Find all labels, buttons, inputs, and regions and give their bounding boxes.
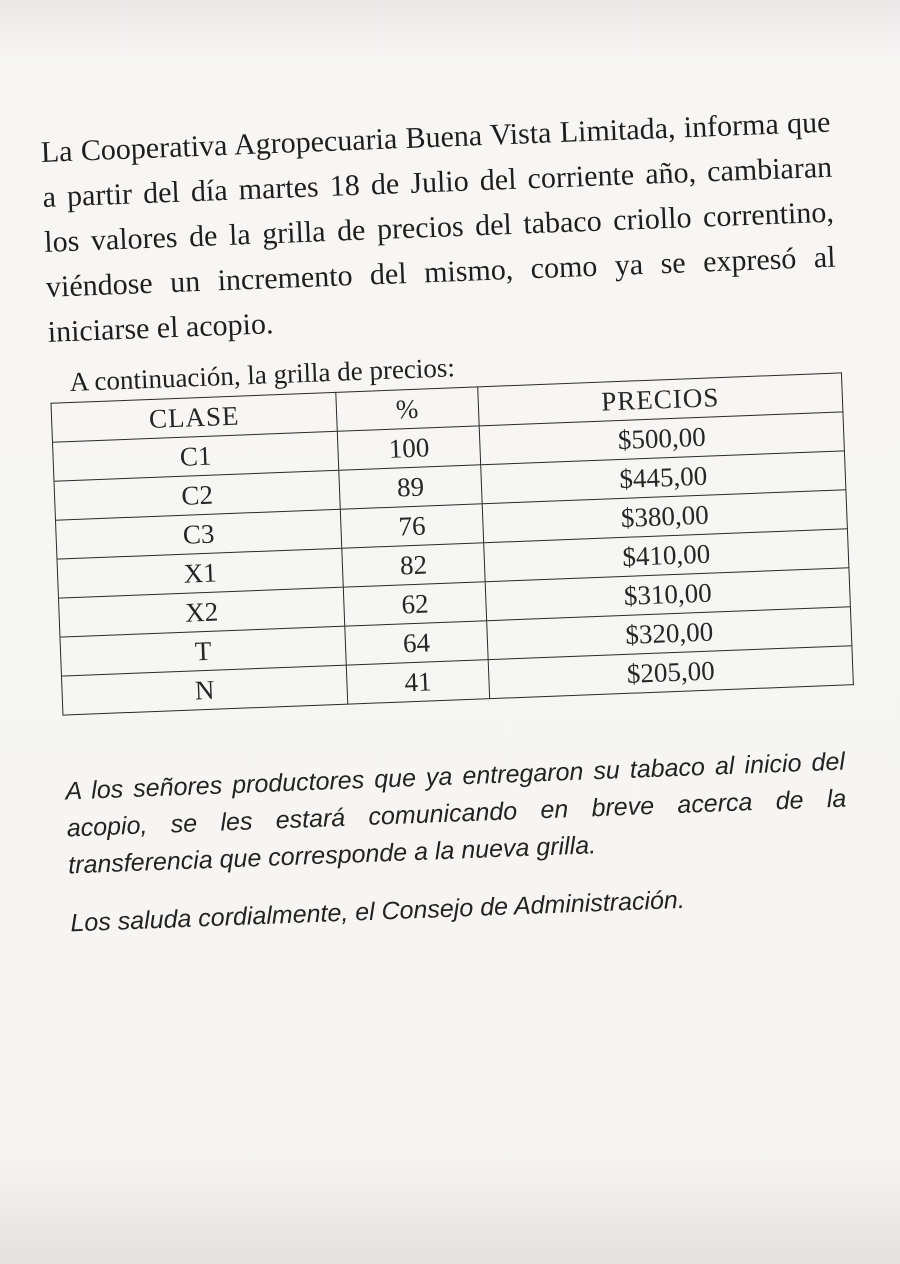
cell-percent: 62 [343, 582, 486, 626]
cell-price: $380,00 [482, 490, 847, 543]
cell-percent: 100 [337, 426, 480, 470]
closing-line: Los saluda cordialmente, el Consejo de Administración. [69, 885, 686, 938]
outro-paragraph: A los señores productores que ya entregaron su tabaco al inicio del acopio, se les estará comunicando en breve acerca de la transferencia que corresponde a la nueva grilla. [64, 747, 847, 880]
price-grid-table [50, 372, 853, 715]
cell-clase: X2 [58, 587, 344, 637]
column-header-clase: CLASE [51, 392, 337, 442]
cell-clase: N [61, 665, 347, 715]
column-header-precios: PRECIOS [478, 373, 843, 426]
cell-clase: X1 [57, 548, 343, 598]
cell-percent: 89 [339, 465, 482, 509]
document-body [40, 99, 871, 940]
cell-percent: 41 [346, 660, 489, 704]
cell-clase: C2 [54, 470, 340, 520]
cell-clase: C1 [52, 431, 338, 481]
cell-price: $445,00 [481, 451, 846, 504]
cell-clase: T [60, 626, 346, 676]
cell-percent: 64 [345, 621, 488, 665]
cell-percent: 76 [340, 504, 483, 548]
cell-price: $310,00 [485, 568, 850, 621]
intro-paragraph: La Cooperativa Agropecuaria Buena Vista Limitada, informa que a partir del día martes 18 de Julio del corriente año, cambiaran los valores de la grilla de precios del tabaco criollo correntino, viéndose un incremento del mismo, como ya se expresó al iniciarse el acopio. [40, 105, 837, 349]
cell-percent: 82 [342, 543, 485, 587]
cell-price: $205,00 [488, 646, 853, 699]
column-header-percent: % [336, 387, 479, 431]
cell-clase: C3 [55, 509, 341, 559]
cell-price: $410,00 [484, 529, 849, 582]
cell-price: $320,00 [487, 607, 852, 660]
cell-price: $500,00 [479, 412, 844, 465]
table-lead-text: A continuación, la grilla de precios: [69, 352, 456, 398]
